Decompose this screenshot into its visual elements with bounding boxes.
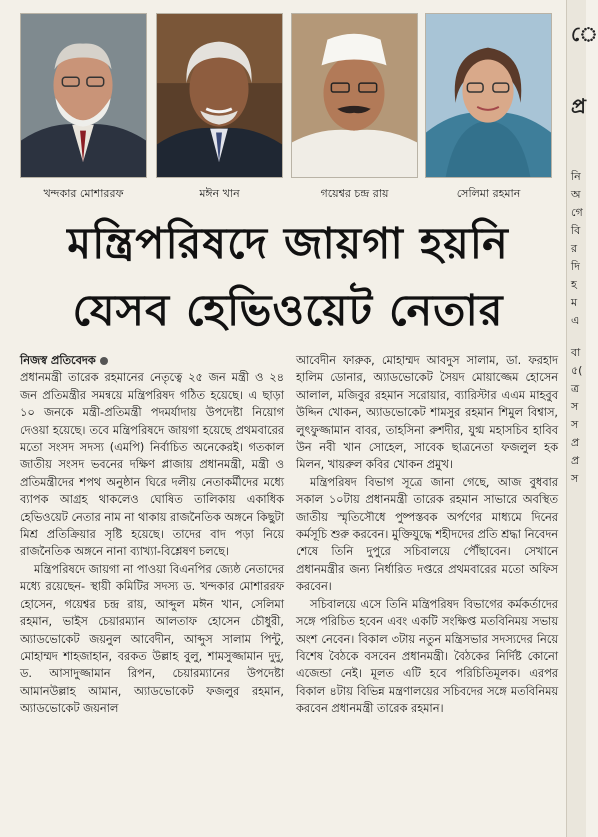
photo-moyeen-khan xyxy=(156,13,283,178)
article-column-right xyxy=(296,352,558,718)
paragraph: মন্ত্রিপরিষদ বিভাগ সূত্রে জানা গেছে, আজ বুধবার সকাল ১০টায় প্রধানমন্ত্রী তারেক রহমান সাভারে অবস্থিত জাতীয় স্মৃতিসৌধে পুষ্পস্তবক অর্পণের মাধ্যমে দিনের কর্মসূচি শুরু করবেন। মুক্তিযুদ্ধে শহীদদের প্রতি শ্রদ্ধা নিবেদন শেষে তিনি দুপুরে সচিবালয়ে পৌঁছাবেন। সেখানে প্রধানমন্ত্রীর জন্য নির্ধারিত দপ্তরে প্রথমবারের মতো অফিস করবেন। xyxy=(296,475,558,594)
photo-khandakar-mosharraf xyxy=(20,13,147,178)
byline: নিজস্ব প্রতিবেদক xyxy=(20,352,284,369)
caption-4: সেলিমা রহমান xyxy=(456,187,521,200)
paragraph: আবেদীন ফারুক, মোহাম্মদ আবদুস সালাম, ডা. ফরহাদ হালিম ডোনার, অ্যাডভোকেট সৈয়দ মোয়াজ্জেম হোসেন আলাল, মজিবুর রহমান সরোয়ার, ব্যারিস্টার এএম মাহবুব উদ্দিন খোকন, অ্যাডভোকেট শামসুর রহমান শিমুল বিশ্বাস, লুৎফুজ্জামান বাবর, তাহসিনা রুশদীর, যুগ্ম মহাসচিব হাবিব উন নবী খান সোহেল, সাবেক ছাত্রনেতা ফজলুল হক মিলন, খায়রুল কবির খোকন প্রমুখ। xyxy=(296,354,558,472)
headline-line-1: মন্ত্রিপরিষদে জায়গা হয়নি xyxy=(67,219,509,269)
caption-1: খন্দকার মোশাররফ xyxy=(43,187,124,200)
article-column-left xyxy=(20,352,284,718)
bullet-icon xyxy=(100,357,108,365)
paragraph: প্রধানমন্ত্রী তারেক রহমানের নেতৃত্বে ২৫ জন মন্ত্রী ও ২৪ জন প্রতিমন্ত্রীর সমন্বয়ে মন্ত্রিপরিষদ গঠিত হয়েছে। এ ছাড়া ১০ জনকে মন্ত্রী-প্রতিমন্ত্রী পদমর্যাদায় উপদেষ্টা নিয়োগ দেওয়া হয়েছে। তবে মন্ত্রিপরিষদে জায়গা হয়েছে প্রথমবারের মতো সংসদ সদস্য (এমপি) নির্বাচিত অনেকেরই। গতকাল জাতীয় সংসদ ভবনের দক্ষিণ প্লাজায় প্রধানমন্ত্রী, মন্ত্রী ও প্রতিমন্ত্রীদের শপথ অনুষ্ঠান ঘিরে দলীয় নেতাকর্মীদের মধ্যে ব্যাপক আগ্রহ থাকলেও ঘোষিত তালিকায় একাধিক হেভিওয়েট নেতার নাম না থাকায় রাজনৈতিক অঙ্গনে কিছুটা মিশ্র প্রতিক্রিয়ার সৃষ্টি হয়েছে। তাদের বাদ পড়া নিয়ে রাজনৈতিক অঙ্গনে নানা ব্যাখ্যা-বিশ্লেষণ চলছে। xyxy=(20,371,284,559)
headline-line-2: যেসব হেভিওয়েট নেতার xyxy=(72,286,504,336)
paragraph: সচিবালয়ে এসে তিনি মন্ত্রিপরিষদ বিভাগের কর্মকর্তাদের সঙ্গে পরিচিত হবেন এবং একটি সংক্ষিপ্ত মতবিনিময় সভায় অংশ নেবেন। বিকাল ৩টায় নতুন মন্ত্রিসভার সদস্যদের নিয়ে বিশেষ বৈঠকে বসবেন প্রধানমন্ত্রী। বৈঠকের নির্দিষ্ট কোনো এজেন্ডা নেই। মূলত এটি হবে পরিচিতিমূলক। এরপর বিকাল ৪টায় বিভিন্ন মন্ত্রণালয়ের সচিবদের সঙ্গে মতবিনিময় করবেন প্রধানমন্ত্রী তারেক রহমান। xyxy=(296,597,558,716)
photo-goyeshwar-roy xyxy=(291,13,418,178)
paragraph: মন্ত্রিপরিষদে জায়গা না পাওয়া বিএনপির জ্যেষ্ঠ নেতাদের মধ্যে রয়েছেন- স্থায়ী কমিটির সদস্য ড. খন্দকার মোশাররফ হোসেন, গয়েশ্বর চন্দ্র রায়, আব্দুল মঈন খান, সেলিমা রহমান, ভাইস চেয়ারম্যান আলতাফ হোসেন চৌধুরী, অ্যাডভোকেট জয়নুল আবেদীন, আব্দুস সালাম পিন্টু, মোহাম্মদ শাহজাহান, বরকত উল্লাহ বুলু, শামসুজ্জামান দুদু, ড. আসাদুজ্জামান রিপন, চেয়ারম্যানের উপদেষ্টা আমানউল্লাহ আমান, অ্যাডভোকেট ফজলুর রহমান, অ্যাডভোকেট জয়নাল xyxy=(20,562,284,716)
caption-2: মঈন খান xyxy=(199,187,240,200)
adjacent-article-edge: ে প্র নি অ গে বি র দি হ ম এ বা ৫( ত্র স স প্র প্র স xyxy=(566,0,586,837)
caption-3: গয়েশ্বর চন্দ্র রায় xyxy=(320,187,389,200)
photo-selima-rahman xyxy=(425,13,552,178)
